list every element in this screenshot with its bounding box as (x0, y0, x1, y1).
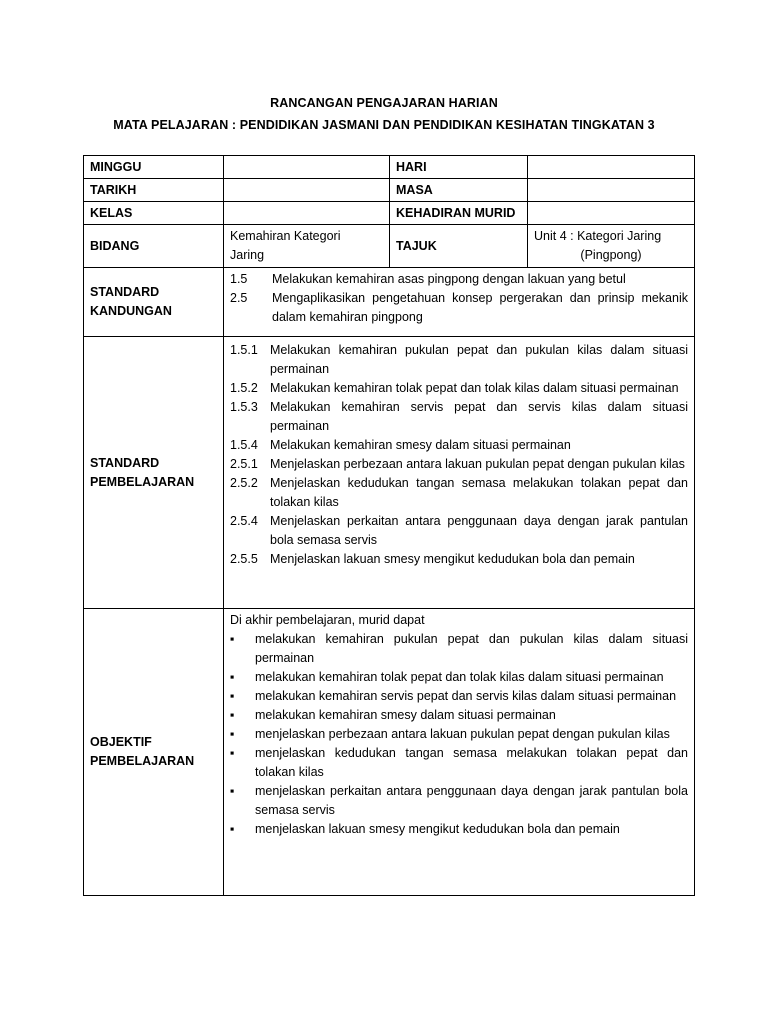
list-item (230, 270, 688, 289)
label-line: KANDUNGAN (90, 304, 172, 318)
list-item (230, 630, 688, 668)
list-item (230, 398, 688, 436)
list-item (230, 687, 688, 706)
list-item (230, 725, 688, 744)
bidang-value-line: Jaring (230, 248, 265, 262)
bullet-icon: ▪ (230, 784, 235, 798)
row-minggu (84, 156, 695, 179)
bidang-value-line: Kemahiran Kategori (230, 229, 341, 243)
item-text: Melakukan kemahiran tolak pepat dan tolak kilas dalam situasi permainan (270, 381, 679, 395)
standard-kandungan-label (84, 268, 224, 337)
list-item (230, 455, 688, 474)
item-text: Menjelaskan perbezaan antara lakuan pukulan pepat dengan pukulan kilas (270, 457, 685, 471)
lesson-plan-table (83, 155, 695, 896)
list-item (230, 820, 688, 839)
bullet-icon: ▪ (230, 727, 235, 741)
document-subject: MATA PELAJARAN : PENDIDIKAN JASMANI DAN PENDIDIKAN KESIHATAN TINGKATAN 3 (113, 118, 655, 132)
item-text: Menjelaskan lakuan smesy mengikut kedudukan bola dan pemain (270, 552, 635, 566)
tajuk-value (528, 225, 695, 268)
list-item (230, 436, 688, 455)
kehadiran-label: KEHADIRAN MURID (390, 202, 528, 225)
minggu-label: MINGGU (84, 156, 224, 179)
item-number: 1.5 (230, 272, 248, 286)
item-text: Melakukan kemahiran smesy dalam situasi permainan (270, 438, 571, 452)
item-text: melakukan kemahiran pukulan pepat dan pukulan kilas dalam situasi permainan (255, 632, 688, 665)
kelas-label: KELAS (84, 202, 224, 225)
hari-label: HARI (390, 156, 528, 179)
item-text: Melakukan kemahiran asas pingpong dengan lakuan yang betul (272, 272, 626, 286)
label-line: PEMBELAJARAN (90, 474, 195, 489)
minggu-value[interactable] (224, 156, 390, 179)
list-item (230, 744, 688, 782)
bullet-icon: ▪ (230, 670, 235, 684)
bullet-icon: ▪ (230, 689, 235, 703)
item-number: 2.5.1 (230, 457, 258, 471)
hari-value[interactable] (528, 156, 695, 179)
item-text: menjelaskan perkaitan antara penggunaan daya dengan jarak pantulan bola semasa servis (255, 784, 688, 817)
tajuk-value-line: Unit 4 : Kategori Jaring (534, 229, 662, 243)
list-item (230, 512, 688, 550)
item-text: Melakukan kemahiran pukulan pepat dan pukulan kilas dalam situasi permainan (270, 343, 688, 376)
row-bidang (84, 225, 695, 268)
item-text: melakukan kemahiran servis pepat dan servis kilas dalam situasi permainan (255, 689, 677, 703)
standard-pembelajaran-content (224, 337, 695, 609)
masa-value[interactable] (528, 179, 695, 202)
tarikh-label: TARIKH (84, 179, 224, 202)
list-item (230, 379, 688, 398)
objektif-pembelajaran-label (84, 609, 224, 896)
bidang-label: BIDANG (84, 225, 224, 268)
row-objektif-pembelajaran (84, 609, 695, 896)
list-item (230, 550, 688, 569)
label-line: STANDARD (90, 285, 160, 299)
item-text: Melakukan kemahiran servis pepat dan servis kilas dalam situasi permainan (270, 400, 688, 433)
list-item (230, 782, 688, 820)
row-standard-pembelajaran (84, 337, 695, 609)
masa-label: MASA (390, 179, 528, 202)
list-item (230, 289, 688, 327)
bullet-icon: ▪ (230, 746, 235, 760)
standard-kandungan-content (224, 268, 695, 337)
item-number: 1.5.2 (230, 381, 258, 395)
row-kelas (84, 202, 695, 225)
list-item (230, 341, 688, 379)
item-text: Menjelaskan perkaitan antara penggunaan daya dengan jarak pantulan bola semasa servis (270, 514, 688, 547)
label-line: PEMBELAJARAN (90, 754, 195, 768)
item-number: 1.5.1 (230, 343, 258, 357)
bidang-value (224, 225, 390, 268)
label-line: OBJEKTIF (90, 735, 152, 749)
kehadiran-value[interactable] (528, 202, 695, 225)
tajuk-value-line: (Pingpong) (580, 248, 642, 262)
kelas-value[interactable] (224, 202, 390, 225)
list-item (230, 668, 688, 687)
bullet-icon: ▪ (230, 632, 235, 646)
document-title: RANCANGAN PENGAJARAN HARIAN (270, 96, 498, 110)
list-item (230, 474, 688, 512)
item-number: 1.5.3 (230, 400, 258, 414)
item-number: 2.5.4 (230, 514, 258, 528)
item-number: 1.5.4 (230, 438, 258, 452)
list-item (230, 706, 688, 725)
item-text: menjelaskan lakuan smesy mengikut kedudukan bola dan pemain (255, 822, 620, 836)
objektif-pembelajaran-content (224, 609, 695, 896)
item-text: Mengaplikasikan pengetahuan konsep pergerakan dan prinsip mekanik dalam kemahiran pingpong (272, 291, 688, 324)
item-text: melakukan kemahiran smesy dalam situasi permainan (255, 708, 556, 722)
tarikh-value[interactable] (224, 179, 390, 202)
item-number: 2.5.5 (230, 552, 258, 566)
item-number: 2.5 (230, 291, 248, 305)
tajuk-label: TAJUK (390, 225, 528, 268)
item-text: Menjelaskan kedudukan tangan semasa melakukan tolakan pepat dan tolakan kilas (270, 476, 688, 509)
item-number: 2.5.2 (230, 476, 258, 490)
item-text: menjelaskan kedudukan tangan semasa melakukan tolakan pepat dan tolakan kilas (255, 746, 688, 779)
label-line: STANDARD (90, 455, 160, 470)
item-text: menjelaskan perbezaan antara lakuan pukulan pepat dengan pukulan kilas (255, 727, 670, 741)
row-tarikh (84, 179, 695, 202)
bullet-icon: ▪ (230, 822, 235, 836)
row-standard-kandungan (84, 268, 695, 337)
bullet-icon: ▪ (230, 708, 235, 722)
standard-pembelajaran-label (84, 337, 224, 609)
item-text: melakukan kemahiran tolak pepat dan tolak kilas dalam situasi permainan (255, 670, 664, 684)
objective-intro: Di akhir pembelajaran, murid dapat (230, 613, 425, 627)
